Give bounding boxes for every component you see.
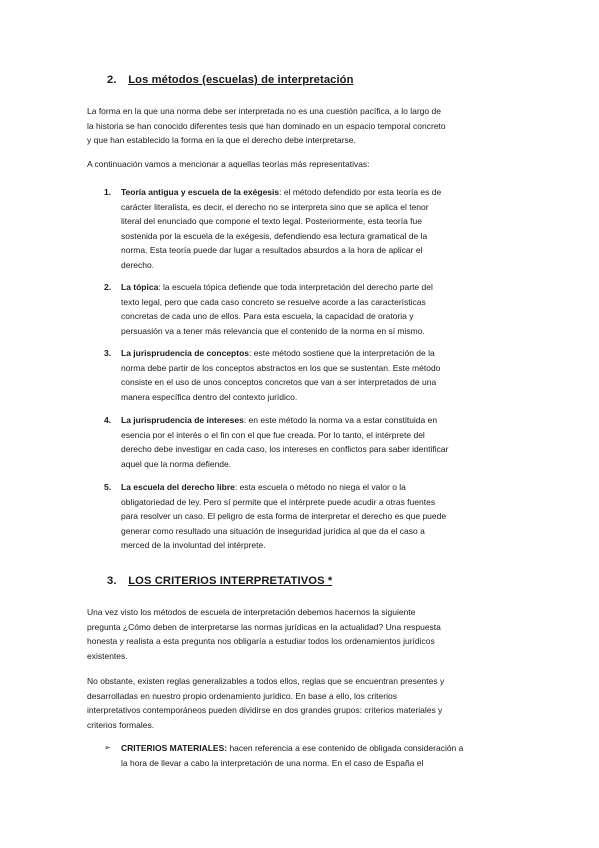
list-text: generar como resultado una situación de inseguridad jurídica al que da el caso a (121, 525, 425, 536)
list-number: 4. (104, 415, 112, 425)
list-text: para resolver un caso. El peligro de esta forma de interpretar el derecho es que puede (121, 511, 447, 521)
list-text: consiste en el uso de unos conceptos concretos que van a ser interpretados de una (121, 377, 437, 387)
bullet-text: hacen referencia a ese contenido de obligada consideración a (227, 743, 464, 753)
paragraph-line: y que han establecido la forma en la que el derecho debe interpretarse. (87, 135, 356, 145)
list-text: norma. Esta teoría puede dar lugar a resultados absurdos a la hora de aplicar el (121, 245, 423, 255)
bullet-text: la hora de llevar a cabo la interpretación de una norma. En el caso de España el (121, 757, 424, 768)
section-number: 3. (107, 575, 117, 587)
paragraph-line: desarrolladas en nuestro propio ordenamiento jurídico. En base a ello, los criterios (87, 690, 397, 701)
list-text: obligatoriedad de ley. Pero sí permite que el intérprete puede acudir a otras fuentes (121, 496, 436, 507)
list-text: : este método sostiene que la interpretación de la (249, 348, 435, 358)
list-number: 5. (104, 482, 112, 492)
list-text: : en este método la norma va a estar constituida en (243, 415, 438, 425)
list-term: La escuela del derecho libre (121, 482, 235, 492)
paragraph-line: No obstante, existen reglas generalizables a todos ellos, reglas que se encuentran presentes y (87, 676, 445, 686)
section-2-heading (107, 74, 354, 86)
list-term: Teoría antigua y escuela de la exégesis (121, 187, 280, 197)
section-number: 2. (107, 74, 117, 86)
list-number: 1. (104, 187, 112, 197)
list-term: La jurisprudencia de conceptos (121, 348, 250, 358)
list-text: : el método defendido por esta teoría es de (279, 187, 442, 197)
section-3-heading (107, 575, 332, 587)
lead-paragraph (87, 157, 517, 172)
bullet-term: CRITERIOS MATERIALES: (121, 743, 228, 753)
criteria-paragraph-2 (87, 674, 517, 732)
list-text: aquel que la norma defiende. (121, 458, 232, 469)
list-text: persuasión va a tener más relevancia que el contenido de la norma en sí mismo. (121, 325, 425, 336)
list-text: esencia por el interés o el fin con el que fue creada. Por lo tanto, el intérprete del (121, 429, 425, 440)
list-text: carácter literalista, es decir, el derecho no se interpreta sino que se aplica el tenor (121, 201, 429, 212)
list-number: 3. (104, 348, 112, 358)
paragraph-line: existentes. (87, 650, 128, 661)
criteria-paragraph-1 (87, 605, 517, 663)
paragraph-line: honesta y realista a esta pregunta nos obligaría a estudiar todos los ordenamientos jurídicos (87, 636, 435, 646)
list-text: derecho debe investigar en cada caso, los intereses en conflictos para saber identificar (121, 444, 449, 454)
list-text: concretas de cada uno de ellos. Para esta escuela, la capacidad de oratoria y (121, 311, 414, 321)
paragraph-line: A continuación vamos a mencionar a aquellas teorías más representativas: (87, 159, 370, 169)
list-text: : la escuela tópica defiende que toda interpretación del derecho parte del (158, 282, 433, 292)
arrow-bullet-icon: ➢ (104, 743, 111, 752)
paragraph-line: interpretativos contemporáneos pueden dividirse en dos grandes grupos: criterios materiales y (87, 705, 443, 715)
paragraph-line: la historia se han conocido diferentes tesis que han dominado en un espacio temporal concreto (87, 120, 446, 131)
list-text: manera específica dentro del contexto jurídico. (121, 391, 298, 402)
list-text: norma debe partir de los conceptos abstractos en los que se sustentan. Este método (121, 362, 441, 373)
list-number: 2. (104, 282, 112, 292)
intro-paragraph (87, 104, 517, 148)
list-text: sostenida por la escuela de la exégesis, defendiendo esa lectura gramatical de la (121, 230, 428, 241)
paragraph-line: La forma en la que una norma debe ser interpretada no es una cuestión pacífica, a lo largo de (87, 106, 441, 116)
list-term: La jurisprudencia de intereses (121, 415, 244, 425)
list-text: derecho. (121, 259, 155, 270)
paragraph-line: pregunta ¿Cómo deben de interpretarse las normas jurídicas en la actualidad? Una respuesta (87, 621, 441, 632)
list-text: merced de la involuntad del intérprete. (121, 540, 266, 550)
list-term: La tópica (121, 282, 159, 292)
paragraph-line: criterios formales. (87, 719, 155, 730)
section-title: Los métodos (escuelas) de interpretación (128, 74, 354, 86)
list-text: texto legal, pero que cada caso concreto se resuelve acorde a las características (121, 296, 426, 307)
paragraph-line: Una vez visto los métodos de escuela de interpretación debemos hacernos la siguiente (87, 607, 416, 617)
list-text: : esta escuela o método no niega el valor o la (234, 482, 406, 492)
section-title: LOS CRITERIOS INTERPRETATIVOS * (128, 575, 333, 587)
list-text: literal del enunciado que compone el texto legal. Posteriormente, esta teoría fue (121, 216, 422, 226)
